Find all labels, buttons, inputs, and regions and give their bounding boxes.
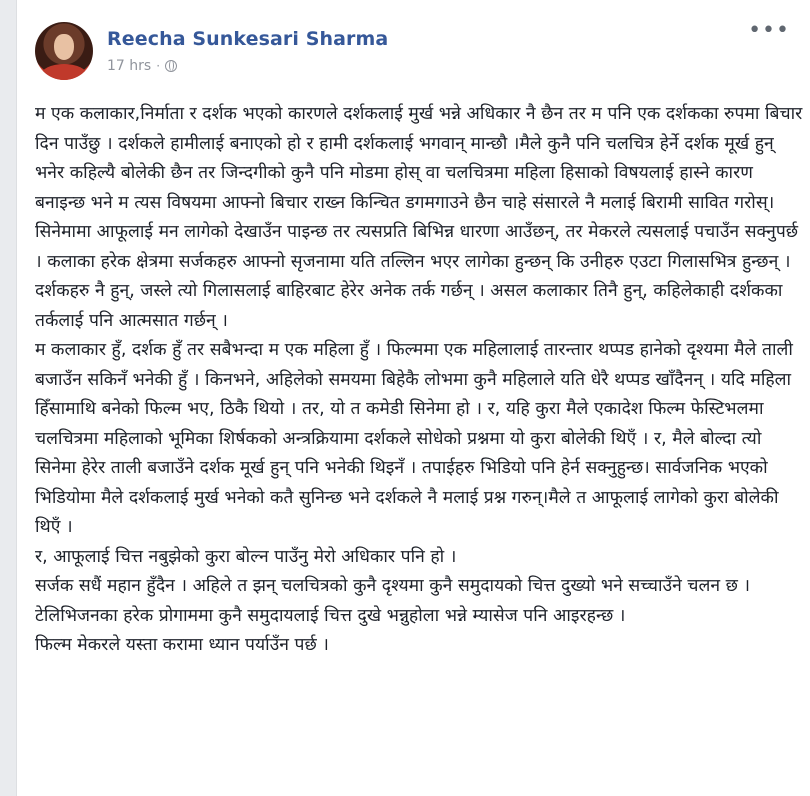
author-name[interactable]: Reecha Sunkesari Sharma (107, 28, 389, 50)
post-paragraph: म एक कलाकार,निर्माता र दर्शक भएको कारणले दर्शकलाई मुर्ख भन्ने अधिकार नै छैन तर म पनि एक दर्शकका रुपमा बिचार दिन पाउँछु । दर्शकले हामीलाई बनाएको हो र हामी दर्शकलाई भगवान् मान्छौ ।मैले कुनै पनि चलचित्र हेर्ने दर्शक मूर्ख हुन् भनेर कहिल्यै बोलेकी छैन तर जिन्दगीको कुनै पनि मोडमा होस् वा चलचित्रमा महिला हिसाको विषयलाई हास्ने कारण बनाइन्छ भने म त्यस विषयमा आफ्नो बिचार राख्न किन्चित डगमगाउने छैन चाहे संसारले नै मलाई बिरामी सावित गरोस्। सिनेमामा आफूलाई मन लागेको देखाउँन पाइन्छ तर त्यसप्रति बिभिन्न धारणा आउँछन्, तर मेकरले त्यसलाई पचाउँन सक्नुपर्छ । कलाका हरेक क्षेत्रमा सर्जकहरु आफ्नो सृजनामा यति तल्लिन भएर लागेका हुन्छन् कि उनीहरु एउटा गिलासभित्र हुन्छन् । दर्शकहरु नै हुन्, जस्ले त्यो गिलासलाई बाहिरबाट हेरेर अनेक तर्क गर्छन् । असल कलाकार तिनै हुन्, कहिलेकाही दर्शकका तर्कलाई पनि आत्मसात गर्छन् । (35, 104, 803, 331)
post-paragraph: म कलाकार हुँ, दर्शक हुँ तर सबैभन्दा म एक महिला हुँ । फिल्ममा एक महिलालाई तारन्तार थप्पड हानेको दृश्यमा मैले ताली बजाउँन सकिनँ भनेकी हुँ । किनभने, अहिलेको समयमा बिहेकै लोभमा कुनै महिलाले यति धेरै थप्पड खाँदैनन् । यदि महिला हिँसामाथि बनेको फिल्म भए, ठिकै थियो । तर, यो त कमेडी सिनेमा हो । र, यहि कुरा मैले एकादेश फिल्म फेस्टिभलमा चलचित्रमा महिलाको भूमिका शिर्षकको अन्त्रक्रियामा दर्शकले सोधेको प्रश्नमा यो कुरा बोलेकी थिएँ । र, मैले बोल्दा त्यो सिनेमा हेरेर ताली बजाउँने दर्शक मूर्ख हुन् पनि भनेकी थिइनँ । तपाईहरु भिडियो पनि हेर्न सक्नुहुन्छ। सार्वजनिक भएको भिडियोमा मैले दर्शकलाई मुर्ख भनेको कतै सुनिन्छ भने दर्शकले नै मलाई प्रश्न गरुन्।मैले त आफूलाई लागेको कुरा बोलेकी थिएँ । (35, 340, 793, 537)
globe-icon[interactable] (165, 60, 177, 72)
facebook-post (16, 0, 810, 796)
post-body (35, 100, 805, 661)
post-paragraph: सर्जक सधैं महान हुँदैन । अहिले त झन् चलचित्रको कुनै दृश्यमा कुनै समुदायको चित्त दुख्यो भने सच्चाउँने चलन छ । टेलिभिजनका हरेक प्रोगाममा कुनै समुदायलाई चित्त दुखे भन्नुहोला भन्ने म्यासेज पनि आइरहन्छ । (35, 576, 751, 626)
post-header (35, 18, 810, 86)
meta-separator: · (156, 59, 161, 73)
post-meta (107, 58, 177, 74)
post-paragraph: फिल्म मेकरले यस्ता करामा ध्यान पर्याउँन पर्छ । (35, 635, 329, 655)
avatar[interactable] (35, 22, 93, 80)
avatar-face (54, 34, 74, 60)
post-paragraph: र, आफूलाई चित्त नबुझेको कुरा बोल्न पाउँनु मेरो अधिकार पनि हो । (35, 546, 457, 567)
post-timestamp[interactable]: 17 hrs (107, 58, 152, 74)
more-options-icon[interactable]: ••• (748, 18, 790, 43)
avatar-shirt (41, 64, 87, 80)
